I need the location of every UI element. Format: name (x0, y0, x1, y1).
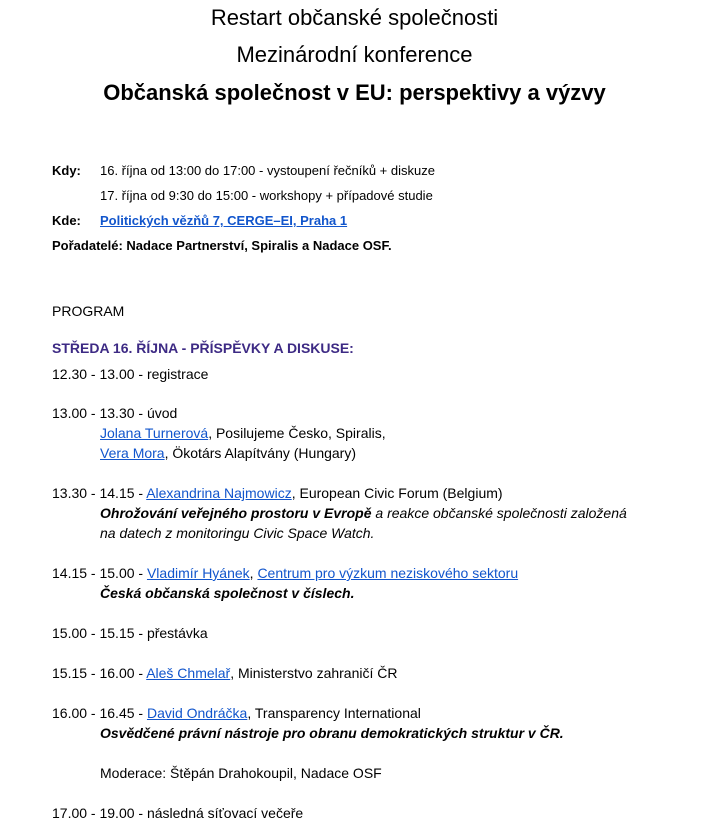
intro-speaker-1-row: Jolana Turnerová, Posilujeme Česko, Spiralis, (100, 425, 386, 441)
speaker-link-mora[interactable]: Vera Mora (100, 445, 165, 461)
break-row: 15.00 - 15.15 - přestávka (52, 625, 208, 641)
when-value-1: 16. října od 13:00 do 17:00 - vystoupení řečníků + diskuze (100, 163, 435, 178)
speaker-link-hyanek[interactable]: Vladimír Hyánek (146, 565, 250, 581)
dinner-row: 17.00 - 19.00 - následná síťovací večeře (52, 805, 304, 821)
when-label: Kdy: (52, 163, 81, 178)
speaker-link-najmowicz[interactable]: Alexandrina Najmowicz (146, 485, 292, 501)
speaker-link-ondracka[interactable]: David Ondráčka (146, 705, 248, 721)
session-2-row: 14.15 - 15.00 - Vladimír Hyánek, Centrum pro výzkum neziskového sektoru (52, 565, 519, 581)
intro-time: 13.00 - 13.30 - úvod (52, 405, 178, 421)
when-row-1 (52, 163, 435, 178)
header-line-1: Restart občanské společnosti (210, 5, 499, 30)
program-heading: PROGRAM (52, 303, 125, 319)
session-2-title: Česká občanská společnost v číslech. (100, 585, 355, 601)
session-1-title: Ohrožování veřejného prostoru v Evropě a reakce občanské společnosti založená (100, 505, 627, 521)
speaker-link-turnerova[interactable]: Jolana Turnerová (100, 425, 209, 441)
speaker-link-chmelar[interactable]: Aleš Chmelař (146, 665, 231, 681)
intro-speaker-2-row: Vera Mora, Ökotárs Alapítvány (Hungary) (100, 445, 357, 461)
when-value-2: 17. října od 9:30 do 15:00 - workshopy + případové studie (100, 188, 433, 203)
session-3-row: 15.15 - 16.00 - Aleš Chmelař, Ministerstvo zahraničí ČR (52, 665, 398, 681)
session-4-row: 16.00 - 16.45 - David Ondráčka, Transparency International (52, 705, 421, 721)
where-label: Kde: (52, 213, 81, 228)
session-1-title-line-2: na datech z monitoringu Civic Space Watch. (100, 525, 375, 541)
where-link[interactable]: Politických vězňů 7, CERGE–EI, Praha 1 (100, 213, 348, 228)
session-1-row: 13.30 - 14.15 - Alexandrina Najmowicz, European Civic Forum (Belgium) (52, 485, 503, 501)
day-heading: STŘEDA 16. ŘÍJNA - PŘÍSPĚVKY A DISKUSE: (52, 340, 354, 356)
where-row (52, 213, 347, 228)
organizers: Pořadatelé: Nadace Partnerství, Spiralis a Nadace OSF. (52, 238, 392, 253)
header-line-2: Mezinárodní konference (236, 42, 473, 67)
session-4-title: Osvědčené právní nástroje pro obranu demokratických struktur v ČR. (100, 725, 564, 741)
page-title: Občanská společnost v EU: perspektivy a výzvy (103, 80, 606, 105)
moderation: Moderace: Štěpán Drahokoupil, Nadace OSF (100, 765, 382, 781)
when-row-2 (52, 188, 433, 203)
org-link-centrum[interactable]: Centrum pro výzkum neziskového sektoru (257, 565, 519, 581)
registration: 12.30 - 13.00 - registrace (52, 366, 209, 382)
